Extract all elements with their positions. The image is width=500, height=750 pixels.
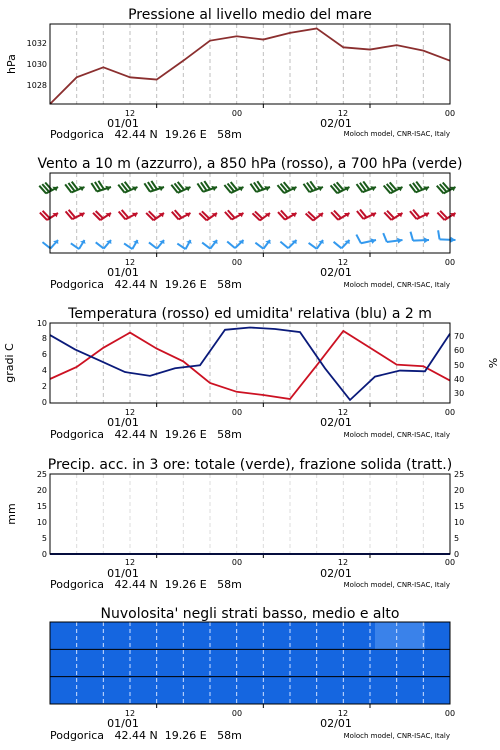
cloud-xtick: 12 — [337, 709, 349, 718]
cloud-cell — [150, 649, 176, 677]
humidity-series — [50, 328, 450, 400]
wind-barb-10m — [410, 232, 429, 244]
cloud-cells — [50, 622, 451, 705]
humidity-ytick: 60 — [454, 346, 465, 355]
precip-date: 01/01 — [107, 567, 139, 580]
wind-barb-850 — [93, 211, 111, 220]
wind-barb-850 — [384, 211, 402, 220]
cloud-panel — [50, 606, 455, 742]
pressure-series — [50, 28, 450, 104]
wind-barb-700 — [384, 182, 403, 193]
barb-feather — [177, 244, 185, 250]
cloud-cell — [300, 649, 326, 677]
cloud-cell — [325, 677, 351, 705]
cloud-cell — [225, 677, 251, 705]
cloud-cell — [50, 649, 76, 677]
pressure-ytick: 1030 — [26, 60, 47, 69]
temperature-xtick: 12 — [337, 408, 349, 417]
wind-barb-850 — [146, 211, 164, 220]
precip-panel — [5, 457, 464, 591]
barb-feather — [124, 243, 132, 249]
barb-feather — [280, 242, 288, 249]
cloud-cell — [200, 649, 226, 677]
wind-barb-10m — [356, 235, 376, 244]
pressure-location: Podgorica 42.44 N 19.26 E 58m — [50, 128, 242, 141]
wind-barb-700 — [144, 181, 164, 192]
temperature-location: Podgorica 42.44 N 19.26 E 58m — [50, 428, 242, 441]
temperature-ytick: 4 — [41, 366, 47, 375]
barb-feather — [255, 243, 263, 249]
cloud-cell — [300, 622, 326, 650]
wind-barb-700 — [331, 182, 350, 193]
temperature-xtick: 00 — [231, 408, 243, 417]
barb-feather — [227, 241, 235, 248]
cloud-cell — [350, 649, 376, 677]
wind-barb-700 — [303, 181, 323, 192]
pressure-panel — [5, 7, 455, 141]
precip-location: Podgorica 42.44 N 19.26 E 58m — [50, 578, 242, 591]
wind-barb-700 — [171, 182, 190, 193]
wind-panel — [37, 156, 462, 291]
temperature-date: 02/01 — [320, 416, 352, 429]
wind-barb-10m — [280, 240, 296, 248]
temperature-date: 01/01 — [107, 416, 139, 429]
precip-ytick-right: 15 — [454, 502, 465, 511]
wind-barb-10m — [227, 240, 243, 248]
cloud-cell — [200, 622, 226, 650]
cloud-cell — [400, 649, 426, 677]
cloud-cell — [275, 622, 301, 650]
cloud-cell — [125, 622, 151, 650]
wind-barbs — [39, 181, 455, 249]
precip-xtick: 12 — [124, 558, 136, 567]
barb-head — [424, 237, 429, 243]
pressure-xtick: 00 — [231, 109, 243, 118]
precip-title: Precip. acc. in 3 ore: totale (verde), frazione solida (tratt.) — [47, 457, 453, 473]
precip-ytick: 5 — [41, 534, 47, 543]
cloud-location: Podgorica 42.44 N 19.26 E 58m — [50, 729, 242, 742]
temperature-ytick: 10 — [36, 319, 47, 328]
precip-ytick: 10 — [36, 518, 47, 527]
wind-barb-850 — [357, 209, 376, 218]
wind-barb-10m — [383, 233, 402, 243]
pressure-frame — [50, 24, 450, 104]
temperature-frame — [50, 323, 450, 403]
wind-barb-850 — [40, 211, 58, 220]
wind-date: 01/01 — [107, 266, 139, 279]
pressure-ytick: 1028 — [26, 81, 47, 90]
precip-xtick: 12 — [337, 558, 349, 567]
cloud-cell — [50, 677, 76, 705]
precip-ytick: 15 — [36, 502, 47, 511]
pressure-credit: Moloch model, CNR-ISAC, Italy — [343, 130, 450, 138]
pressure-ytick: 1032 — [26, 39, 47, 48]
cloud-title: Nuvolosita' negli strati basso, medio e alto — [100, 606, 400, 622]
cloud-cell — [400, 622, 426, 650]
barb-feather — [71, 243, 79, 249]
cloud-cell — [175, 677, 201, 705]
cloud-cell — [75, 677, 101, 705]
wind-barb-700 — [65, 182, 84, 193]
cloud-cell — [175, 622, 201, 650]
precip-credit: Moloch model, CNR-ISAC, Italy — [343, 581, 450, 589]
barb-feather — [149, 242, 157, 248]
wind-barb-700 — [437, 182, 456, 193]
cloud-cell — [225, 622, 251, 650]
cloud-cell — [200, 677, 226, 705]
wind-xtick: 12 — [337, 258, 349, 267]
humidity-ylabel-right: % — [486, 357, 499, 369]
barb-head — [397, 238, 403, 244]
temperature-humidity-lines — [50, 328, 450, 400]
precip-ytick: 20 — [36, 486, 47, 495]
wind-barb-10m — [177, 240, 191, 249]
cloud-date: 01/01 — [107, 717, 139, 730]
wind-barb-10m — [71, 240, 86, 249]
temperature-title: Temperatura (rosso) ed umidita' relativa (blu) a 2 m — [68, 306, 432, 322]
cloud-cell — [325, 649, 351, 677]
precip-frame — [50, 474, 450, 554]
precip-ytick-right: 0 — [454, 550, 460, 559]
cloud-cell — [400, 677, 426, 705]
barb-feather — [410, 232, 413, 241]
barb-feather — [309, 243, 317, 249]
wind-credit: Moloch model, CNR-ISAC, Italy — [343, 281, 450, 289]
barb-feather — [96, 242, 104, 248]
wind-xtick: 00 — [444, 258, 456, 267]
barb-feather — [202, 243, 210, 249]
pressure-line — [50, 28, 450, 104]
cloud-cell — [225, 649, 251, 677]
barb-feather — [356, 235, 361, 244]
wind-barb-850 — [225, 210, 244, 219]
cloud-cell — [300, 677, 326, 705]
wind-barb-850 — [66, 210, 85, 219]
pressure-date: 02/01 — [320, 117, 352, 130]
cloud-cell — [175, 649, 201, 677]
wind-barb-850 — [172, 210, 191, 219]
wind-barb-700 — [118, 182, 137, 193]
precip-xtick: 00 — [231, 558, 243, 567]
precip-ytick: 25 — [36, 470, 47, 479]
cloud-cell — [425, 622, 451, 650]
pressure-xtick: 00 — [444, 109, 456, 118]
wind-barb-700 — [277, 182, 296, 193]
wind-barb-850 — [278, 210, 297, 219]
wind-location: Podgorica 42.44 N 19.26 E 58m — [50, 278, 242, 291]
wind-barb-850 — [252, 211, 270, 220]
wind-barb-850 — [437, 211, 455, 220]
wind-barb-10m — [124, 240, 139, 249]
barb-feather — [334, 242, 342, 249]
barb-head — [450, 237, 455, 243]
temperature-ytick: 6 — [41, 350, 47, 359]
pressure-ylabel: hPa — [5, 54, 18, 74]
humidity-ytick: 30 — [454, 389, 465, 398]
cloud-cell — [150, 622, 176, 650]
temperature-grid — [77, 323, 424, 407]
precip-ylabel: mm — [5, 503, 18, 525]
wind-barb-700 — [410, 182, 429, 193]
barb-feather — [42, 242, 50, 248]
wind-barb-10m — [438, 230, 455, 242]
humidity-ytick: 50 — [454, 361, 465, 370]
precip-ytick-right: 20 — [454, 486, 465, 495]
cloud-credit: Moloch model, CNR-ISAC, Italy — [343, 732, 450, 740]
cloud-date: 02/01 — [320, 717, 352, 730]
wind-barb-700 — [250, 181, 270, 192]
cloud-cell — [325, 622, 351, 650]
cloud-cell — [250, 622, 276, 650]
temperature-xtick: 00 — [444, 408, 456, 417]
precip-xtick: 00 — [444, 558, 456, 567]
wind-barb-850 — [331, 211, 349, 220]
wind-barb-850 — [306, 212, 323, 221]
wind-barb-850 — [199, 211, 217, 220]
cloud-cell — [250, 649, 276, 677]
precip-ytick-right: 10 — [454, 518, 465, 527]
precip-ytick-right: 25 — [454, 470, 465, 479]
precip-date: 02/01 — [320, 567, 352, 580]
cloud-cell — [75, 622, 101, 650]
humidity-ytick: 40 — [454, 375, 465, 384]
temperature-ylabel-left: gradi C — [3, 343, 16, 383]
wind-barb-850 — [410, 210, 429, 219]
temperature-ytick: 0 — [41, 398, 47, 407]
cloud-cell — [350, 677, 376, 705]
cloud-cell — [250, 677, 276, 705]
temperature-credit: Moloch model, CNR-ISAC, Italy — [343, 431, 450, 439]
cloud-cell — [50, 622, 76, 650]
cloud-xtick: 00 — [231, 709, 243, 718]
cloud-cell — [75, 649, 101, 677]
cloud-cell — [275, 677, 301, 705]
cloud-cell — [125, 649, 151, 677]
wind-title: Vento a 10 m (azzurro), a 850 hPa (rosso), a 700 hPa (verde) — [37, 156, 463, 172]
wind-xtick: 00 — [231, 258, 243, 267]
cloud-xtick: 12 — [124, 709, 136, 718]
wind-barb-700 — [357, 181, 376, 192]
precip-ytick: 0 — [41, 550, 47, 559]
cloud-cell — [425, 649, 451, 677]
pressure-xtick: 12 — [337, 109, 349, 118]
pressure-date: 01/01 — [107, 117, 139, 130]
pressure-xtick: 12 — [124, 109, 136, 118]
humidity-ytick: 70 — [454, 332, 465, 341]
pressure-title: Pressione al livello medio del mare — [128, 7, 372, 23]
barb-feather — [383, 233, 387, 242]
wind-barb-700 — [91, 181, 111, 192]
precip-grid — [77, 474, 424, 558]
cloud-cell — [125, 677, 151, 705]
wind-barb-850 — [119, 210, 138, 219]
cloud-cell — [425, 677, 451, 705]
wind-barb-10m — [334, 240, 350, 248]
temperature-xtick: 12 — [124, 408, 136, 417]
wind-barb-700 — [224, 182, 243, 193]
pressure-grid — [77, 24, 424, 108]
cloud-cell — [150, 677, 176, 705]
precip-ytick-right: 5 — [454, 534, 460, 543]
temperature-panel — [3, 306, 499, 441]
cloud-xtick: 00 — [444, 709, 456, 718]
cloud-cell — [350, 622, 376, 650]
wind-barb-700 — [197, 181, 217, 192]
wind-barb-700 — [39, 182, 58, 193]
temperature-ytick: 2 — [41, 382, 47, 391]
temperature-ytick: 8 — [41, 334, 47, 343]
wind-date: 02/01 — [320, 266, 352, 279]
barb-feather — [438, 230, 439, 239]
wind-xtick: 12 — [124, 258, 136, 267]
cloud-cell — [275, 649, 301, 677]
